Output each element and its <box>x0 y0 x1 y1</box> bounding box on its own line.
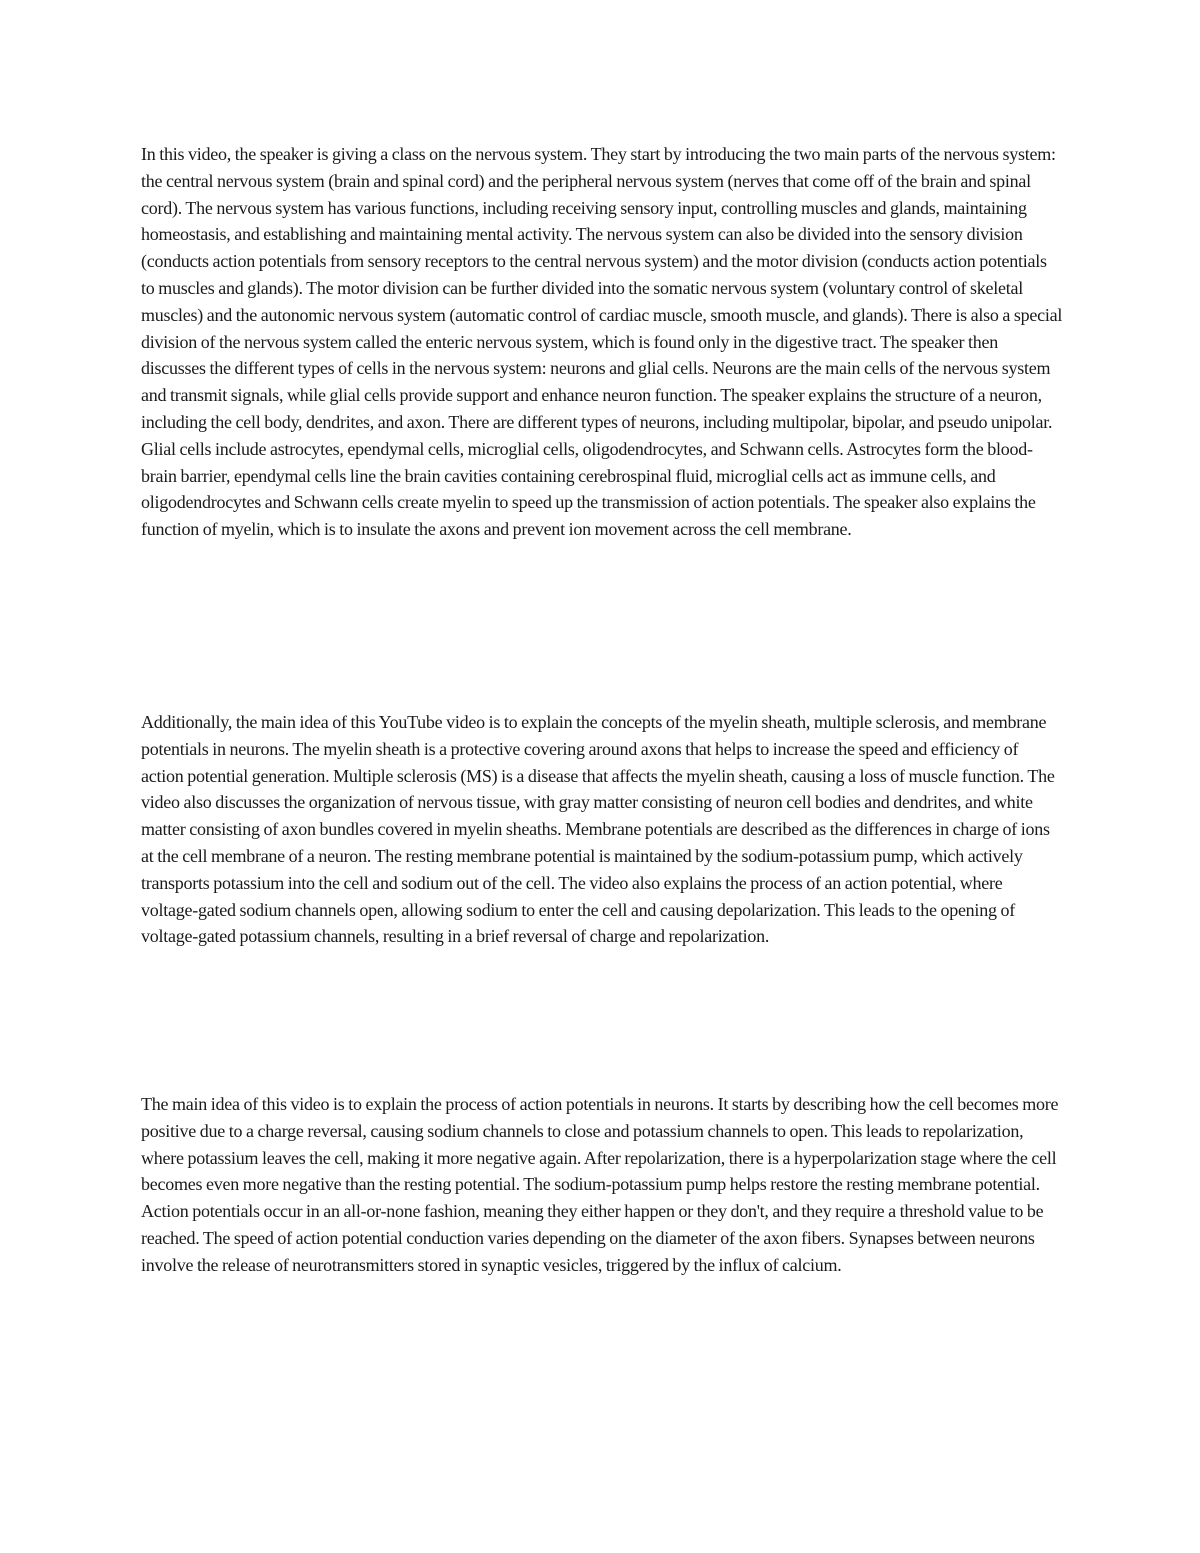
paragraph-action-potentials: The main idea of this video is to explain the process of action potentials in neurons. It starts by describing how the cell becomes more positive due to a charge reversal, causing sodium channels to close and potassium channels to open. This leads to repolarization, where potassium leaves the cell, making it more negative again. After repolarization, there is a hyperpolarization stage where the cell becomes even more negative than the resting potential. The sodium-potassium pump helps restore the resting membrane potential. Action potentials occur in an all-or-none fashion, meaning they either happen or they don't, and they require a threshold value to be reached. The speed of action potential conduction varies depending on the diameter of the axon fibers. Synapses between neurons involve the release of neurotransmitters stored in synaptic vesicles, triggered by the influx of calcium. <box>141 1094 1059 1275</box>
paragraph-myelin-membrane-potentials: Additionally, the main idea of this YouTube video is to explain the concepts of the myelin sheath, multiple sclerosis, and membrane potentials in neurons. The myelin sheath is a protective covering around axons that helps to increase the speed and efficiency of action potential generation. Multiple sclerosis (MS) is a disease that affects the myelin sheath, causing a loss of muscle function. The video also discusses the organization of nervous tissue, with gray matter consisting of neuron cell bodies and dendrites, and white matter consisting of axon bundles covered in myelin sheaths. Membrane potentials are described as the differences in charge of ions at the cell membrane of a neuron. The resting membrane potential is maintained by the sodium-potassium pump, which actively transports potassium into the cell and sodium out of the cell. The video also explains the process of an action potential, where voltage-gated sodium channels open, allowing sodium to enter the cell and causing depolarization. This leads to the opening of voltage-gated potassium channels, resulting in a brief reversal of charge and repolarization. <box>141 712 1055 947</box>
paragraph-nervous-system-overview: In this video, the speaker is giving a class on the nervous system. They start by introducing the two main parts of the nervous system: the central nervous system (brain and spinal cord) and the peripheral nervous system (nerves that come off of the brain and spinal cord). The nervous system has various functions, including receiving sensory input, controlling muscles and glands, maintaining homeostasis, and establishing and maintaining mental activity. The nervous system can also be divided into the sensory division (conducts action potentials from sensory receptors to the central nervous system) and the motor division (conducts action potentials to muscles and glands). The motor division can be further divided into the somatic nervous system (voluntary control of skeletal muscles) and the autonomic nervous system (automatic control of cardiac muscle, smooth muscle, and glands). There is also a special division of the nervous system called the enteric nervous system, which is found only in the digestive tract. The speaker then discusses the different types of cells in the nervous system: neurons and glial cells. Neurons are the main cells of the nervous system and transmit signals, while glial cells provide support and enhance neuron function. The speaker explains the structure of a neuron, including the cell body, dendrites, and axon. There are different types of neurons, including multipolar, bipolar, and pseudo unipolar. Glial cells include astrocytes, ependymal cells, microglial cells, oligodendrocytes, and Schwann cells. Astrocytes form the blood-brain barrier, ependymal cells line the brain cavities containing cerebrospinal fluid, microglial cells act as immune cells, and oligodendrocytes and Schwann cells create myelin to speed up the transmission of action potentials. The speaker also explains the function of myelin, which is to insulate the axons and prevent ion movement across the cell membrane. <box>141 144 1063 540</box>
